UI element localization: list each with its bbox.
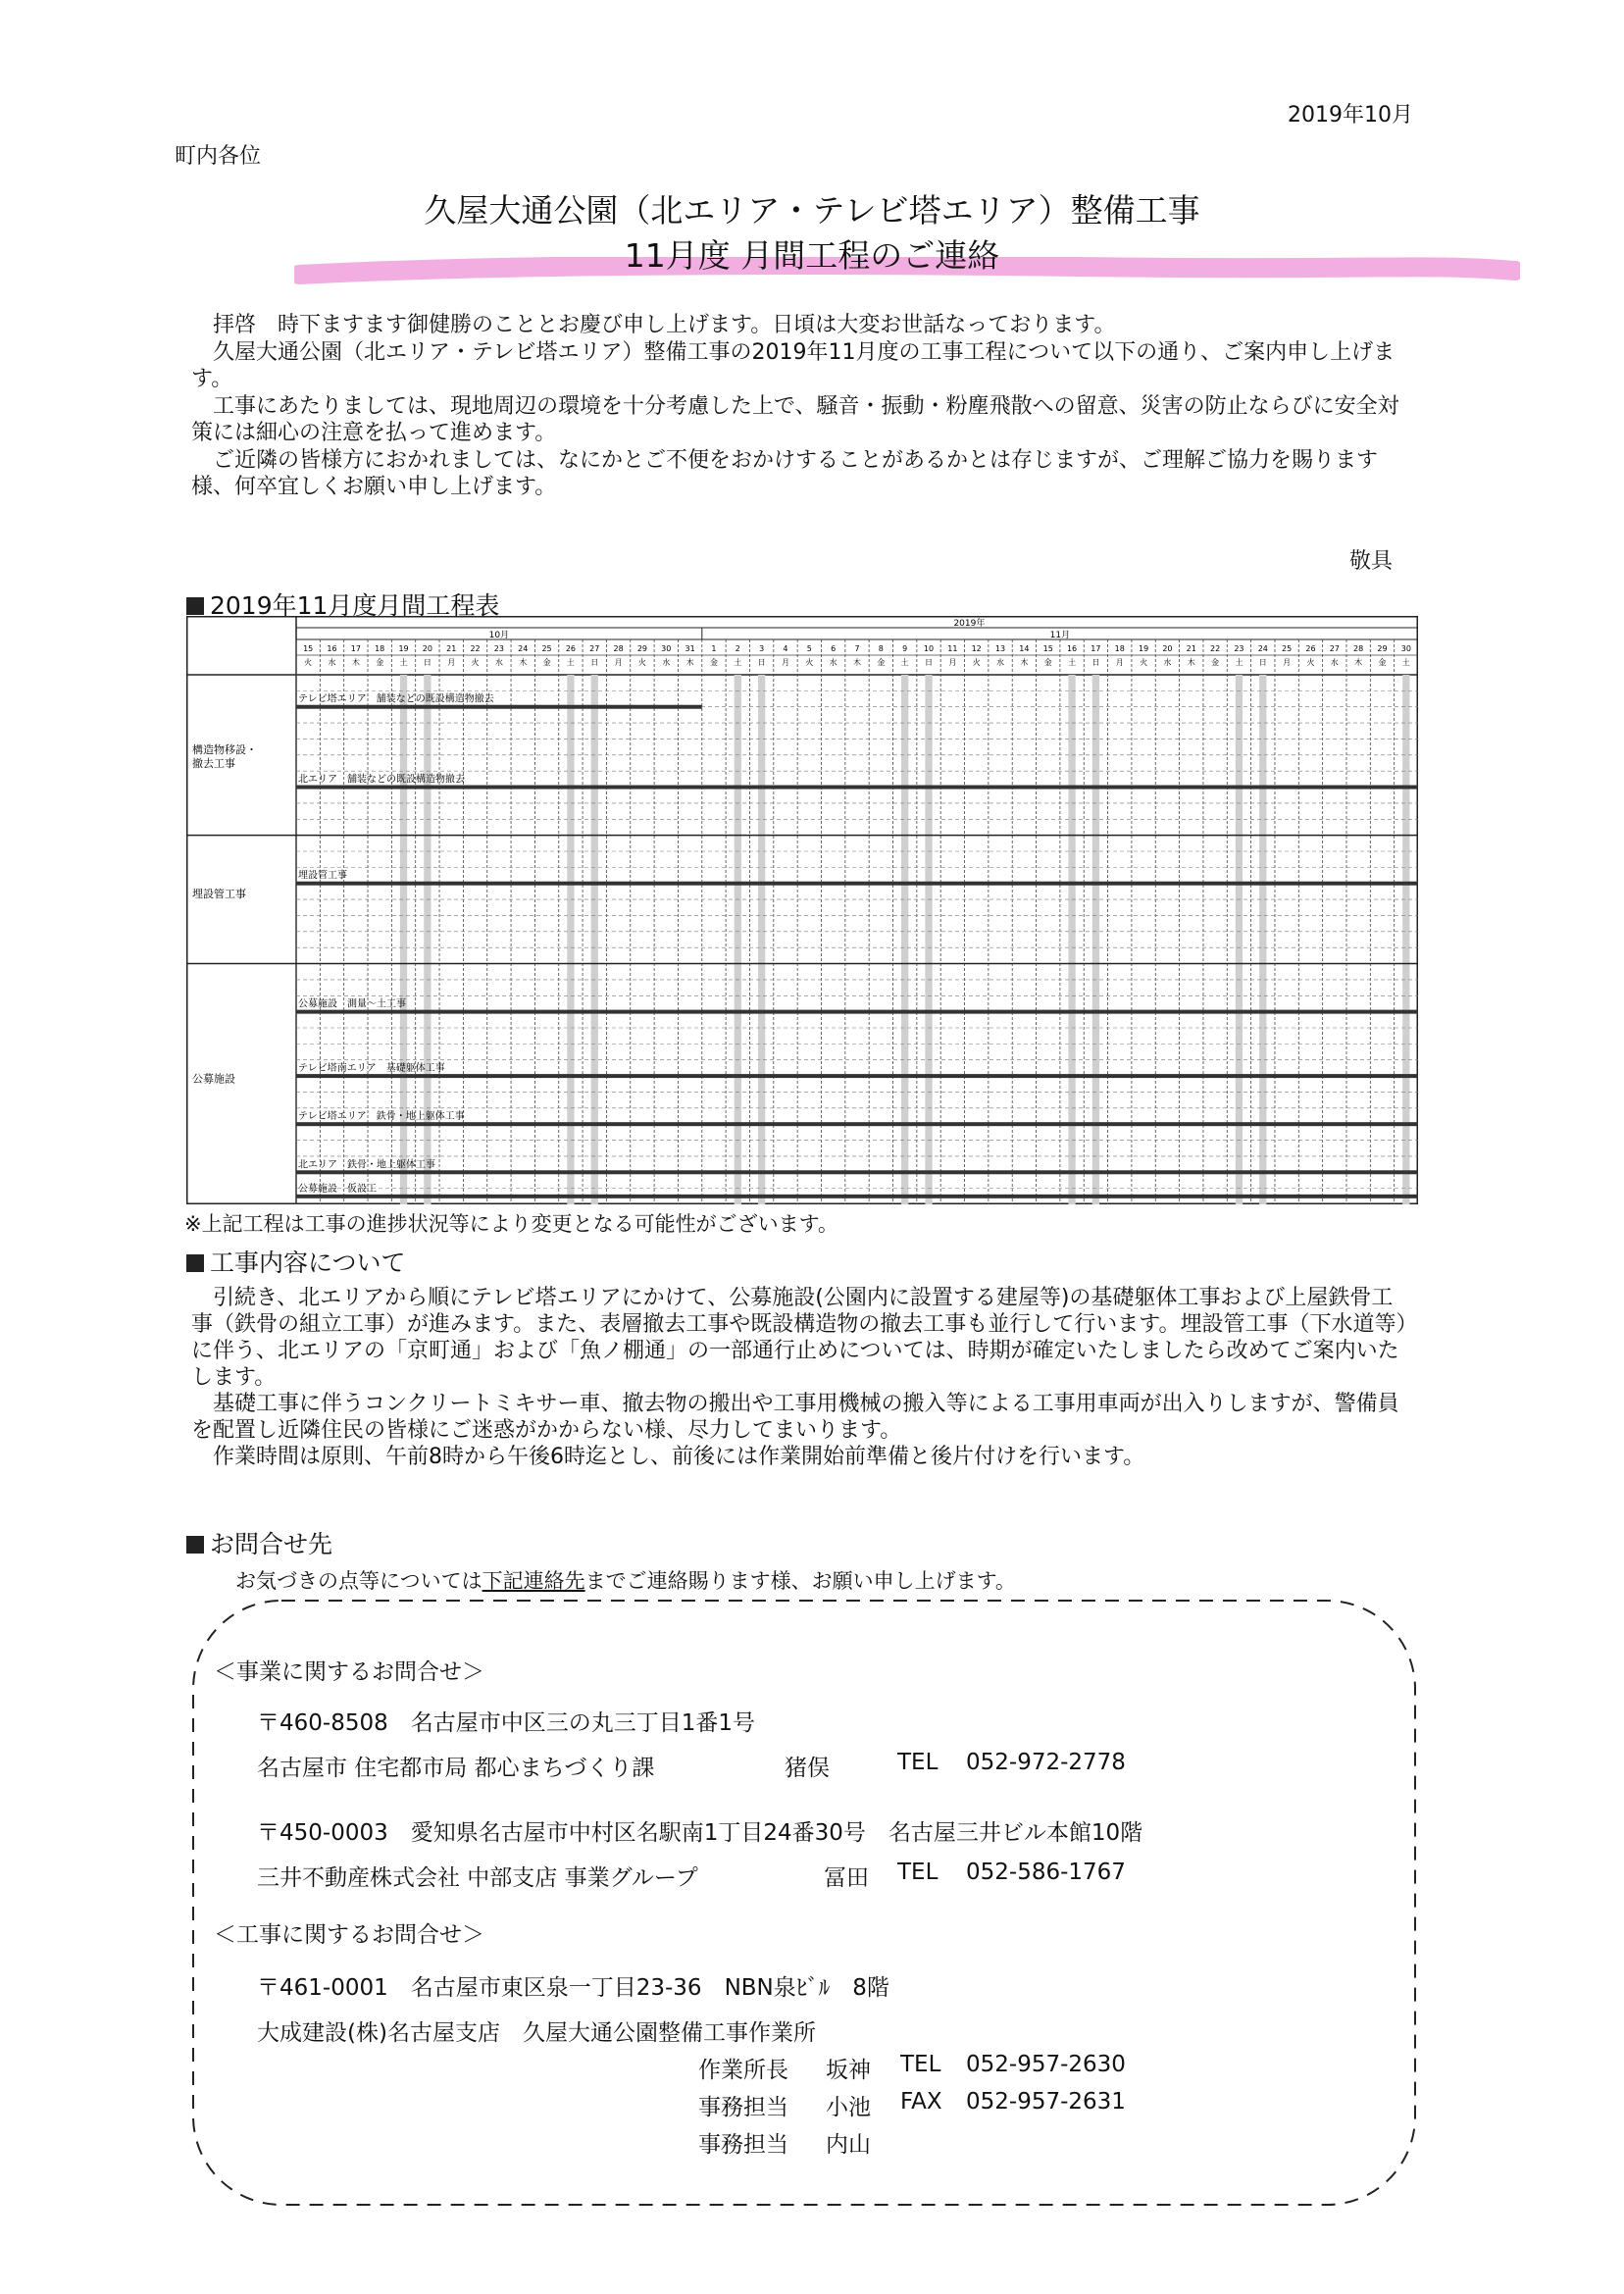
day-number: 26: [565, 644, 577, 653]
work-heading-text: 工事内容について: [210, 1249, 406, 1277]
day-number: 16: [1066, 644, 1078, 653]
task-bar: [296, 1010, 1418, 1014]
contact-person-1: 坂神: [826, 2058, 871, 2083]
day-weekday: 水: [328, 658, 336, 667]
day-weekday: 火: [1140, 658, 1148, 667]
day-number: 30: [661, 644, 672, 653]
day-weekday: 金: [376, 658, 384, 667]
day-weekday: 土: [734, 658, 742, 667]
task-bar: [296, 1195, 1418, 1198]
business-address-2: 〒450-0003 愛知県名古屋市中村区名駅南1丁目24番30号 名古屋三井ビル本館10階: [257, 1820, 1143, 1846]
business-person-1: 猪俣: [785, 1756, 830, 1781]
day-weekday: 水: [1163, 658, 1172, 667]
square-bullet-icon: [186, 1536, 204, 1554]
category-label: 構造物移設・: [192, 742, 257, 756]
day-number: 2: [735, 644, 740, 653]
day-weekday: 日: [423, 658, 431, 667]
day-weekday: 金: [542, 658, 551, 667]
day-weekday: 火: [1306, 658, 1315, 667]
day-weekday: 月: [1115, 658, 1124, 667]
day-number: 21: [446, 644, 457, 653]
day-weekday: 火: [304, 658, 313, 667]
construction-org: 大成建設(株)名古屋支店 久屋大通公園整備工事作業所: [257, 2020, 816, 2046]
work-paragraph-1: 引続き、北エリアから順にテレビ塔エリアにかけて、公募施設(公園内に設置する建屋等)の基礎躯体工事および上屋鉄骨工事（鉄骨の組立工事）が進みます。また、表層撤去工事や既設構造物の撤去工事も並行して行います。埋設管工事（下水道等）に伴う、北エリアの「京町通」および「魚ノ棚通」の一部通行止めについては、時期が確定いたしましたら改めてご案内いたします。: [191, 1286, 1407, 1390]
document-title: 久屋大通公園（北エリア・テレビ塔エリア）整備工事: [424, 191, 1200, 229]
month-label-oct: 10月: [488, 631, 510, 640]
day-weekday: 木: [853, 658, 861, 667]
category-label: 撤去工事: [192, 756, 235, 770]
task-bar: [296, 786, 1418, 790]
contact-person-2: 小池: [826, 2095, 871, 2120]
day-weekday: 水: [996, 658, 1005, 667]
business-tel-1: 052-972-2778: [966, 1750, 1126, 1775]
intro-paragraph-1: 久屋大通公園（北エリア・テレビ塔エリア）整備工事の2019年11月度の工事工程について以下の通り、ご案内申し上げます。: [191, 339, 1396, 391]
month-label-nov: 11月: [1049, 631, 1071, 640]
inquiry-intro-pre: お気づきの点等については: [235, 1569, 482, 1593]
contact-role-1: 作業所長: [698, 2058, 788, 2083]
business-address-1: 〒460-8508 名古屋市中区三の丸三丁目1番1号: [257, 1710, 755, 1736]
day-number: 22: [470, 644, 481, 653]
intro-text: [191, 312, 1412, 501]
day-number: 28: [613, 644, 624, 653]
document-subtitle: 11月度 月間工程のご連絡: [624, 236, 1000, 275]
day-number: 12: [971, 644, 982, 653]
day-weekday: 土: [1068, 658, 1077, 667]
day-number: 14: [1019, 644, 1030, 653]
day-number: 30: [1400, 644, 1411, 653]
day-number: 20: [1162, 644, 1173, 653]
day-number: 16: [327, 644, 337, 653]
monthly-schedule-chart: [186, 616, 1418, 1204]
day-weekday: 水: [829, 658, 837, 667]
day-weekday: 土: [566, 658, 575, 667]
day-weekday: 火: [805, 658, 814, 667]
day-weekday: 木: [519, 658, 528, 667]
day-weekday: 火: [637, 658, 646, 667]
schedule-note: ※上記工程は工事の進捗状況等により変更となる可能性がございます。: [184, 1212, 838, 1236]
category-label: 埋設管工事: [192, 888, 246, 901]
day-weekday: 木: [685, 658, 694, 667]
day-weekday: 水: [1330, 658, 1339, 667]
task-label: テレビ塔エリア 舗装などの既設構造物撤去: [298, 693, 494, 705]
day-number: 28: [1353, 644, 1364, 653]
day-weekday: 月: [614, 658, 623, 667]
day-weekday: 金: [709, 658, 718, 667]
day-number: 9: [902, 644, 908, 653]
day-weekday: 木: [351, 658, 360, 667]
day-number: 26: [1305, 644, 1316, 653]
inquiry-contact-reference: 下記連絡先: [482, 1569, 585, 1593]
work-heading: [186, 1244, 406, 1279]
day-number: 29: [1377, 644, 1388, 653]
day-number: 13: [994, 644, 1006, 653]
day-weekday: 月: [447, 658, 456, 667]
work-paragraph-2: 基礎工事に伴うコンクリートミキサー車、撤去物の搬出や工事用機械の搬入等による工事用車両が出入りしますが、警備員を配置し近隣住民の皆様にご迷惑がかからない様、尽力してまいります。: [191, 1392, 1399, 1443]
day-number: 17: [1091, 644, 1101, 653]
day-weekday: 日: [925, 658, 934, 667]
day-number: 5: [806, 644, 812, 653]
day-number: 25: [1282, 644, 1293, 653]
day-number: 10: [923, 644, 935, 653]
day-weekday: 木: [1187, 658, 1195, 667]
task-label: 公募施設 測量～土工事: [298, 998, 406, 1010]
task-bar: [296, 1074, 1418, 1078]
day-number: 23: [493, 644, 504, 653]
contact-role-2: 事務担当: [698, 2095, 788, 2120]
day-number: 6: [831, 644, 837, 653]
contact-number-2: 052-957-2631: [966, 2089, 1126, 2115]
contact-dashed-border: [191, 1599, 1417, 2207]
day-number: 31: [685, 644, 695, 653]
day-number: 3: [759, 644, 765, 653]
day-number: 15: [303, 644, 314, 653]
day-number: 18: [1114, 644, 1125, 653]
task-label: 公募施設 仮設工: [298, 1183, 377, 1195]
inquiry-intro: [235, 1565, 1016, 1595]
day-number: 24: [518, 644, 529, 653]
closing-keigu: 敬具: [1348, 549, 1393, 574]
day-number: 1: [711, 644, 717, 653]
day-weekday: 金: [1043, 658, 1052, 667]
business-org-1: 名古屋市 住宅都市局 都心まちづくり課: [257, 1756, 655, 1781]
day-weekday: 日: [590, 658, 599, 667]
day-number: 27: [589, 644, 600, 653]
business-tel-2: 052-586-1767: [966, 1860, 1126, 1885]
day-weekday: 土: [900, 658, 909, 667]
day-weekday: 土: [399, 658, 408, 667]
day-number: 19: [1138, 644, 1149, 653]
task-label: テレビ塔南エリア 基礎躯体工事: [298, 1063, 445, 1075]
contact-label-1: TEL: [900, 2052, 941, 2077]
square-bullet-icon: [186, 1254, 204, 1272]
day-weekday: 木: [1020, 658, 1029, 667]
day-number: 17: [350, 644, 361, 653]
day-weekday: 金: [1211, 658, 1220, 667]
inquiry-heading-text: お問合せ先: [210, 1530, 333, 1558]
task-bar: [296, 705, 702, 709]
day-number: 11: [947, 644, 958, 653]
task-bar: [296, 1122, 1418, 1126]
task-label: 北エリア 舗装などの既設構造物撤去: [298, 774, 465, 786]
day-weekday: 水: [494, 658, 503, 667]
day-weekday: 火: [471, 658, 480, 667]
day-weekday: 水: [662, 658, 671, 667]
construction-inquiry-heading: ＜工事に関するお問合せ＞: [214, 1922, 484, 1948]
day-number: 8: [878, 644, 884, 653]
day-weekday: 金: [1378, 658, 1387, 667]
business-inquiry-heading: ＜事業に関するお問合せ＞: [214, 1659, 484, 1685]
contact-role-3: 事務担当: [698, 2132, 788, 2158]
day-number: 19: [398, 644, 409, 653]
construction-address: 〒461-0001 名古屋市東区泉一丁目23-36 NBN泉ﾋﾞﾙ 8階: [257, 1975, 889, 2001]
day-weekday: 月: [948, 658, 957, 667]
addressee: 町内各位: [175, 144, 262, 169]
issue-date: 2019年10月: [1288, 103, 1413, 127]
intro-greeting: 拝啓 時下ますます御健勝のこととお慶び申し上げます。日頃は大変お世話なっております。: [213, 313, 1116, 337]
contact-person-3: 内山: [826, 2132, 871, 2158]
task-bar: [296, 1170, 1418, 1174]
day-number: 25: [541, 644, 552, 653]
schedule-heading-text: 2019年11月度月間工程表: [210, 591, 500, 620]
task-label: 北エリア 鉄骨・地上躯体工事: [298, 1159, 435, 1171]
day-number: 18: [375, 644, 385, 653]
day-weekday: 日: [1091, 658, 1100, 667]
day-weekday: 月: [1283, 658, 1292, 667]
business-org-2: 三井不動産株式会社 中部支店 事業グループ: [257, 1865, 698, 1891]
day-number: 15: [1042, 644, 1053, 653]
intro-paragraph-3: ご近隣の皆様方におかれましては、なにかとご不便をおかけすることがあるかとは存じますが、ご理解ご協力を賜ります様、何卒宜しくお願い申し上げます。: [191, 447, 1379, 499]
day-weekday: 土: [1235, 658, 1243, 667]
inquiry-intro-post: までご連絡賜ります様、お願い申し上げます。: [584, 1569, 1016, 1593]
year-label: 2019年: [953, 619, 986, 629]
day-weekday: 土: [1401, 658, 1410, 667]
day-weekday: 日: [1258, 658, 1267, 667]
category-label: 公募施設: [192, 1072, 235, 1086]
intro-paragraph-2: 工事にあたりましては、現地周辺の環境を十分考慮した上で、騒音・振動・粉塵飛散への留意、災害の防止ならびに安全対策には細心の注意を払って進めます。: [191, 393, 1399, 445]
day-number: 7: [854, 644, 860, 653]
task-bar: [296, 882, 1418, 886]
day-weekday: 金: [877, 658, 886, 667]
work-paragraph-3: 作業時間は原則、午前8時から午後6時迄とし、前後には作業開始前準備と後片付けを行います。: [213, 1445, 1145, 1469]
day-weekday: 日: [757, 658, 766, 667]
business-tel-label-2: TEL: [897, 1860, 939, 1885]
task-label: 埋設管工事: [298, 870, 347, 882]
day-weekday: 月: [781, 658, 789, 667]
day-weekday: 火: [972, 658, 981, 667]
day-weekday: 木: [1354, 658, 1363, 667]
day-number: 29: [636, 644, 648, 653]
contact-number-1: 052-957-2630: [966, 2052, 1126, 2077]
work-text: [191, 1285, 1412, 1470]
day-number: 4: [783, 644, 788, 653]
day-number: 20: [422, 644, 432, 653]
day-number: 21: [1186, 644, 1196, 653]
square-bullet-icon: [186, 597, 204, 615]
day-number: 23: [1234, 644, 1244, 653]
contact-label-2: FAX: [900, 2089, 942, 2115]
business-person-2: 冨田: [824, 1865, 869, 1891]
day-number: 22: [1210, 644, 1221, 653]
day-number: 27: [1329, 644, 1340, 653]
inquiry-heading: [186, 1525, 332, 1560]
business-tel-label-1: TEL: [897, 1750, 939, 1775]
day-number: 24: [1257, 644, 1268, 653]
task-label: テレビ塔エリア 鉄骨・地上躯体工事: [298, 1111, 465, 1123]
